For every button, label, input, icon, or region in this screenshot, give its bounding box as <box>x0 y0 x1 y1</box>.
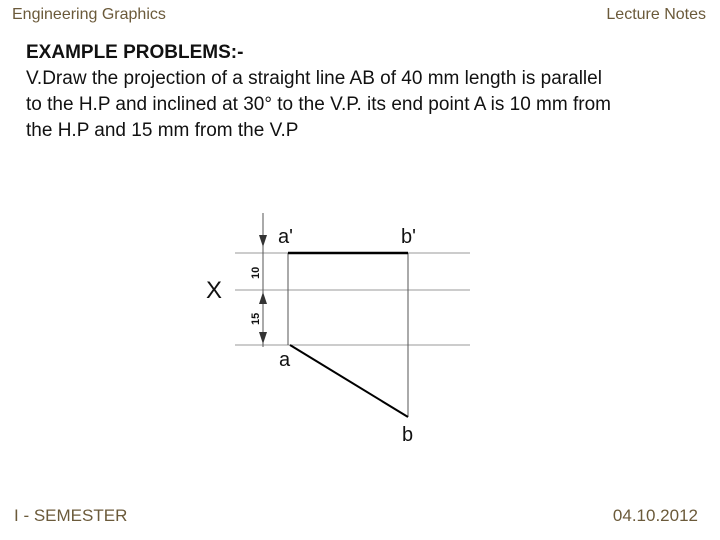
footer-date: 04.10.2012 <box>612 506 698 525</box>
top-view-line-ab <box>290 345 408 417</box>
footer-semester: I - SEMESTER <box>14 506 128 525</box>
label-x: X <box>206 277 223 304</box>
header-lecture-notes: Lecture Notes <box>606 6 706 23</box>
label-a: a <box>279 349 291 371</box>
dim-label-15: 15 <box>250 312 262 325</box>
problem-line-1: V.Draw the projection of a straight line AB of 40 mm length is parallel <box>26 68 602 89</box>
label-b-prime: b' <box>401 226 416 248</box>
problem-line-3: the H.P and 15 mm from the V.P <box>26 120 299 141</box>
label-a-prime: a' <box>278 226 293 248</box>
header-course-title: Engineering Graphics <box>12 6 166 23</box>
dim-arrow-top-down <box>259 235 267 247</box>
dim-arrow-bottom-down <box>259 332 267 344</box>
problem-line-2: to the H.P and inclined at 30° to the V.P. its end point A is 10 mm from <box>26 94 611 115</box>
projection-diagram <box>200 205 480 455</box>
dim-label-10: 10 <box>250 266 262 279</box>
example-heading: EXAMPLE PROBLEMS:- <box>26 42 244 63</box>
problem-text <box>26 40 706 144</box>
label-b: b <box>402 424 414 446</box>
dim-arrow-xy-up <box>259 292 267 304</box>
